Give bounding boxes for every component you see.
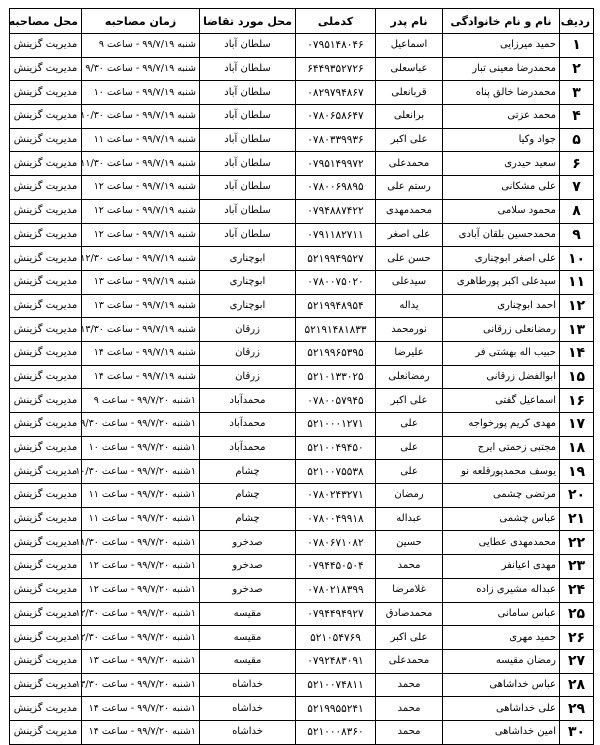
cell-interview-place: مدیریت گزینش — [10, 223, 82, 247]
cell-full-name: ابوالفضل زرقانی — [443, 365, 560, 389]
cell-interview-place: مدیریت گزینش — [10, 57, 82, 81]
cell-row-number: ۱۰ — [560, 247, 594, 271]
cell-interview-place: مدیریت گزینش — [10, 318, 82, 342]
cell-interview-place: مدیریت گزینش — [10, 460, 82, 484]
cell-national-code: ۵۲۱۰۱۳۳۰۲۵ — [296, 365, 376, 389]
cell-interview-place: مدیریت گزینش — [10, 720, 82, 744]
cell-interview-place: مدیریت گزینش — [10, 176, 82, 200]
cell-row-number: ۲۸ — [560, 673, 594, 697]
cell-interview-place: مدیریت گزینش — [10, 294, 82, 318]
cell-interview-time: ۱شنبه ۹۹/۷/۲۰ - ساعت ۹/۳۰ — [82, 413, 200, 437]
cell-father-name: عبداله — [376, 507, 443, 531]
cell-national-code: ۰۷۸۰۰۴۹۹۱۸ — [296, 507, 376, 531]
table-row — [10, 294, 594, 318]
interview-table — [9, 8, 594, 745]
cell-national-code: ۰۷۹۲۴۸۳۰۹۱ — [296, 649, 376, 673]
cell-interview-time: شنبه ۹۹/۷/۱۹ - ساعت ۱۴ — [82, 341, 200, 365]
cell-father-name: محمدعلی — [376, 649, 443, 673]
table-row — [10, 626, 594, 650]
cell-requested-place: چشام — [200, 507, 296, 531]
cell-interview-time: شنبه ۹۹/۷/۱۹ - ساعت ۹/۳۰ — [82, 57, 200, 81]
cell-full-name: مهدی کریم پورخواجه — [443, 413, 560, 437]
cell-national-code: ۵۲۱۰۰۷۴۸۱۱ — [296, 673, 376, 697]
cell-requested-place: سلطان آباد — [200, 105, 296, 129]
cell-interview-place: مدیریت گزینش — [10, 626, 82, 650]
table-row — [10, 697, 594, 721]
cell-father-name: محمد — [376, 555, 443, 579]
table-row — [10, 365, 594, 389]
cell-full-name: محمدرضا معینی تبار — [443, 57, 560, 81]
cell-national-code: ۶۴۴۹۳۵۲۷۲۶ — [296, 57, 376, 81]
table-row — [10, 105, 594, 129]
cell-row-number: ۲۳ — [560, 555, 594, 579]
table-row — [10, 57, 594, 81]
cell-interview-place: مدیریت گزینش — [10, 81, 82, 105]
cell-interview-time: ۱شنبه ۹۹/۷/۲۰ - ساعت ۱۰ — [82, 436, 200, 460]
cell-father-name: حسین — [376, 531, 443, 555]
cell-interview-place: مدیریت گزینش — [10, 341, 82, 365]
table-row — [10, 223, 594, 247]
cell-requested-place: صدخرو — [200, 531, 296, 555]
cell-national-code: ۰۷۸۰۶۵۸۶۴۷ — [296, 105, 376, 129]
cell-national-code: ۰۷۸۰۰۷۵۰۲۰ — [296, 270, 376, 294]
cell-interview-time: ۱شنبه ۹۹/۷/۲۰ - ساعت ۱۴ — [82, 697, 200, 721]
cell-father-name: رستم علی — [376, 176, 443, 200]
cell-national-code: ۵۲۱۹۹۴۹۵۲۷ — [296, 247, 376, 271]
table-row — [10, 720, 594, 744]
table-row — [10, 413, 594, 437]
table-row — [10, 507, 594, 531]
cell-row-number: ۱۸ — [560, 436, 594, 460]
cell-interview-place: مدیریت گزینش — [10, 507, 82, 531]
cell-national-code: ۵۲۱۰۰۴۹۴۵۰ — [296, 436, 376, 460]
cell-full-name: مرتضی چشمی — [443, 484, 560, 508]
cell-requested-place: محمدآباد — [200, 413, 296, 437]
cell-requested-place: سلطان آباد — [200, 199, 296, 223]
cell-interview-place: مدیریت گزینش — [10, 531, 82, 555]
table-row — [10, 578, 594, 602]
cell-interview-time: شنبه ۹۹/۷/۱۹ - ساعت ۱۱ — [82, 128, 200, 152]
cell-father-name: علی اکبر — [376, 626, 443, 650]
cell-father-name: برانعلی — [376, 105, 443, 129]
cell-national-code: ۰۷۹۴۴۵۰۵۰۴ — [296, 555, 376, 579]
cell-requested-place: صدخرو — [200, 578, 296, 602]
table-row — [10, 602, 594, 626]
cell-national-code: ۰۷۹۴۸۸۷۴۲۲ — [296, 199, 376, 223]
cell-interview-place: مدیریت گزینش — [10, 247, 82, 271]
cell-interview-place: مدیریت گزینش — [10, 128, 82, 152]
cell-national-code: ۵۲۱۹۹۴۸۹۵۴ — [296, 294, 376, 318]
cell-interview-place: مدیریت گزینش — [10, 436, 82, 460]
cell-row-number: ۲۰ — [560, 484, 594, 508]
cell-requested-place: زرقان — [200, 318, 296, 342]
cell-full-name: عبداله مشیری زاده — [443, 578, 560, 602]
cell-interview-time: شنبه ۹۹/۷/۱۹ - ساعت ۱۲ — [82, 199, 200, 223]
cell-father-name: قربانعلی — [376, 81, 443, 105]
header-national-code: کدملی — [296, 9, 376, 34]
cell-national-code: ۰۷۹۱۱۸۲۷۱۱ — [296, 223, 376, 247]
cell-requested-place: ابوچناری — [200, 270, 296, 294]
table-row — [10, 270, 594, 294]
cell-requested-place: خداشاه — [200, 720, 296, 744]
cell-national-code: ۵۲۱۹۱۴۸۱۸۳۳ — [296, 318, 376, 342]
table-row — [10, 176, 594, 200]
cell-interview-place: مدیریت گزینش — [10, 34, 82, 58]
table-row — [10, 649, 594, 673]
cell-full-name: مجتبی زحمتی ایرج — [443, 436, 560, 460]
cell-interview-time: شنبه ۹۹/۷/۱۹ - ساعت ۱۲ — [82, 223, 200, 247]
cell-national-code: ۰۷۸۰۳۳۹۹۳۶ — [296, 128, 376, 152]
table-row — [10, 318, 594, 342]
cell-interview-time: شنبه ۹۹/۷/۱۹ - ساعت ۱۴ — [82, 365, 200, 389]
cell-father-name: عباسعلی — [376, 57, 443, 81]
table-row — [10, 81, 594, 105]
interview-schedule — [9, 8, 593, 745]
cell-full-name: علی اصغر ابوچناری — [443, 247, 560, 271]
cell-interview-place: مدیریت گزینش — [10, 578, 82, 602]
header-row — [10, 9, 594, 34]
cell-father-name: محمد — [376, 673, 443, 697]
cell-full-name: محمدرضا خالق پناه — [443, 81, 560, 105]
cell-full-name: علی مشکانی — [443, 176, 560, 200]
cell-full-name: حمید مهری — [443, 626, 560, 650]
cell-row-number: ۶ — [560, 152, 594, 176]
header-father-name: نام پدر — [376, 9, 443, 34]
cell-interview-place: مدیریت گزینش — [10, 697, 82, 721]
cell-national-code: ۰۷۹۵۱۴۸۰۴۶ — [296, 34, 376, 58]
cell-interview-time: ۱شنبه ۹۹/۷/۲۰ - ساعت ۱۳ — [82, 649, 200, 673]
cell-row-number: ۱۳ — [560, 318, 594, 342]
cell-father-name: علی اصغر — [376, 223, 443, 247]
cell-interview-time: ۱شنبه ۹۹/۷/۲۰ - ساعت ۱۱/۳۰ — [82, 531, 200, 555]
cell-requested-place: چشام — [200, 460, 296, 484]
cell-row-number: ۵ — [560, 128, 594, 152]
cell-row-number: ۱۲ — [560, 294, 594, 318]
cell-father-name: علی — [376, 413, 443, 437]
cell-father-name: علی اکبر — [376, 128, 443, 152]
cell-national-code: ۰۷۸۰۰۵۷۹۴۵ — [296, 389, 376, 413]
cell-row-number: ۲۴ — [560, 578, 594, 602]
cell-requested-place: صدخرو — [200, 555, 296, 579]
cell-full-name: علی خداشاهی — [443, 697, 560, 721]
cell-national-code: ۵۲۱۹۹۶۵۳۹۵ — [296, 341, 376, 365]
cell-interview-time: شنبه ۹۹/۷/۱۹ - ساعت ۱۰/۳۰ — [82, 105, 200, 129]
cell-requested-place: محمدآباد — [200, 436, 296, 460]
cell-national-code: ۰۷۹۴۴۹۴۹۲۷ — [296, 602, 376, 626]
cell-row-number: ۹ — [560, 223, 594, 247]
cell-interview-place: مدیریت گزینش — [10, 365, 82, 389]
table-row — [10, 341, 594, 365]
header-row-number: ردیف — [560, 9, 594, 34]
table-row — [10, 555, 594, 579]
cell-full-name: محمد عزتی — [443, 105, 560, 129]
table-row — [10, 389, 594, 413]
cell-interview-place: مدیریت گزینش — [10, 152, 82, 176]
cell-row-number: ۲ — [560, 57, 594, 81]
cell-interview-place: مدیریت گزینش — [10, 555, 82, 579]
cell-interview-place: مدیریت گزینش — [10, 413, 82, 437]
cell-requested-place: مقیسه — [200, 626, 296, 650]
cell-national-code: ۰۷۸۰۲۱۸۳۹۹ — [296, 578, 376, 602]
cell-requested-place: سلطان آباد — [200, 128, 296, 152]
cell-interview-time: ۱شنبه ۹۹/۷/۲۰ - ساعت ۱۲ — [82, 555, 200, 579]
cell-father-name: محمدعلی — [376, 152, 443, 176]
cell-requested-place: زرقان — [200, 365, 296, 389]
cell-requested-place: خداشاه — [200, 697, 296, 721]
cell-row-number: ۲۱ — [560, 507, 594, 531]
cell-interview-time: ۱شنبه ۹۹/۷/۲۰ - ساعت ۱۱ — [82, 484, 200, 508]
header-interview-place: محل مصاحبه — [10, 9, 82, 34]
cell-interview-time: ۱شنبه ۹۹/۷/۲۰ - ساعت ۱۲/۳۰ — [82, 602, 200, 626]
cell-father-name: محمد — [376, 720, 443, 744]
cell-father-name: محمدصادق — [376, 602, 443, 626]
cell-full-name: محمود سلامی — [443, 199, 560, 223]
cell-national-code: ۵۲۱۰۰۰۱۲۷۱ — [296, 413, 376, 437]
cell-father-name: رمضان — [376, 484, 443, 508]
cell-row-number: ۱۹ — [560, 460, 594, 484]
cell-full-name: یوسف محمدپورقلعه نو — [443, 460, 560, 484]
table-row — [10, 436, 594, 460]
cell-father-name: علیرضا — [376, 341, 443, 365]
cell-interview-time: ۱شنبه ۹۹/۷/۲۰ - ساعت ۱۲/۳۰ — [82, 626, 200, 650]
cell-row-number: ۲۷ — [560, 649, 594, 673]
cell-interview-place: مدیریت گزینش — [10, 389, 82, 413]
cell-row-number: ۳ — [560, 81, 594, 105]
cell-interview-time: ۱شنبه ۹۹/۷/۲۰ - ساعت ۱۱ — [82, 507, 200, 531]
cell-requested-place: محمدآباد — [200, 389, 296, 413]
cell-interview-place: مدیریت گزینش — [10, 199, 82, 223]
cell-full-name: حبیب اله بهشتی فر — [443, 341, 560, 365]
cell-father-name: محمد — [376, 697, 443, 721]
cell-row-number: ۱۴ — [560, 341, 594, 365]
cell-requested-place: چشام — [200, 484, 296, 508]
cell-interview-time: شنبه ۹۹/۷/۱۹ - ساعت ۱۲/۳۰ — [82, 247, 200, 271]
cell-full-name: اسماعیل گفتی — [443, 389, 560, 413]
cell-interview-time: شنبه ۹۹/۷/۱۹ - ساعت ۱۳ — [82, 270, 200, 294]
cell-requested-place: سلطان آباد — [200, 34, 296, 58]
cell-interview-time: ۱شنبه ۹۹/۷/۲۰ - ساعت ۱۰/۳۰ — [82, 460, 200, 484]
cell-full-name: رمضانعلی زرقانی — [443, 318, 560, 342]
cell-interview-time: شنبه ۹۹/۷/۱۹ - ساعت ۱۳/۳۰ — [82, 318, 200, 342]
cell-father-name: غلامرضا — [376, 578, 443, 602]
cell-father-name: نورمحمد — [376, 318, 443, 342]
cell-interview-time: شنبه ۹۹/۷/۱۹ - ساعت ۹ — [82, 34, 200, 58]
cell-father-name: اسماعیل — [376, 34, 443, 58]
cell-full-name: محمدمهدی عطایی — [443, 531, 560, 555]
cell-requested-place: مقیسه — [200, 649, 296, 673]
table-row — [10, 531, 594, 555]
cell-father-name: علی — [376, 460, 443, 484]
cell-father-name: علی اکبر — [376, 389, 443, 413]
cell-interview-place: مدیریت گزینش — [10, 484, 82, 508]
cell-interview-place: مدیریت گزینش — [10, 649, 82, 673]
cell-row-number: ۲۵ — [560, 602, 594, 626]
header-requested-place: محل مورد تقاضا — [200, 9, 296, 34]
cell-row-number: ۲۶ — [560, 626, 594, 650]
cell-requested-place: مقیسه — [200, 602, 296, 626]
table-row — [10, 673, 594, 697]
cell-requested-place: زرقان — [200, 341, 296, 365]
cell-national-code: ۰۷۸۰۲۴۳۲۷۱ — [296, 484, 376, 508]
cell-requested-place: سلطان آباد — [200, 152, 296, 176]
cell-father-name: یداله — [376, 294, 443, 318]
cell-full-name: عباس سامانی — [443, 602, 560, 626]
cell-full-name: سیدعلی اکبر پورطاهری — [443, 270, 560, 294]
cell-interview-time: شنبه ۹۹/۷/۱۹ - ساعت ۱۳ — [82, 294, 200, 318]
cell-full-name: سعید حیدری — [443, 152, 560, 176]
cell-national-code: ۵۲۱۰۵۴۷۶۹ — [296, 626, 376, 650]
table-row — [10, 128, 594, 152]
cell-full-name: امین خداشاهی — [443, 720, 560, 744]
cell-national-code: ۰۷۸۰۰۶۹۸۹۵ — [296, 176, 376, 200]
cell-national-code: ۰۷۸۰۶۷۱۰۸۲ — [296, 531, 376, 555]
cell-row-number: ۳۰ — [560, 720, 594, 744]
cell-national-code: ۰۷۹۵۱۴۹۹۷۲ — [296, 152, 376, 176]
cell-row-number: ۲۹ — [560, 697, 594, 721]
cell-interview-time: ۱شنبه ۹۹/۷/۲۰ - ساعت ۱۲ — [82, 578, 200, 602]
cell-father-name: رمضانعلی — [376, 365, 443, 389]
cell-requested-place: ابوچناری — [200, 247, 296, 271]
header-full-name: نام و نام خانوادگی — [443, 9, 560, 34]
cell-row-number: ۱۱ — [560, 270, 594, 294]
cell-row-number: ۱۶ — [560, 389, 594, 413]
cell-interview-place: مدیریت گزینش — [10, 105, 82, 129]
cell-interview-time: شنبه ۹۹/۷/۱۹ - ساعت ۱۲ — [82, 176, 200, 200]
cell-national-code: ۵۲۱۰۰۷۵۵۳۸ — [296, 460, 376, 484]
cell-requested-place: خداشاه — [200, 673, 296, 697]
cell-requested-place: ابوچناری — [200, 294, 296, 318]
cell-full-name: رمضان مقیسه — [443, 649, 560, 673]
cell-interview-time: ۱شنبه ۹۹/۷/۲۰ - ساعت ۱۳/۳۰ — [82, 673, 200, 697]
cell-row-number: ۱۵ — [560, 365, 594, 389]
table-row — [10, 247, 594, 271]
cell-interview-time: شنبه ۹۹/۷/۱۹ - ساعت ۱۰ — [82, 81, 200, 105]
cell-row-number: ۷ — [560, 176, 594, 200]
table-row — [10, 460, 594, 484]
cell-full-name: احمد ابوچناری — [443, 294, 560, 318]
cell-full-name: عباس چشمی — [443, 507, 560, 531]
table-row — [10, 152, 594, 176]
cell-interview-time: شنبه ۹۹/۷/۱۹ - ساعت ۱۱/۳۰ — [82, 152, 200, 176]
cell-requested-place: سلطان آباد — [200, 81, 296, 105]
cell-interview-place: مدیریت گزینش — [10, 270, 82, 294]
table-row — [10, 484, 594, 508]
header-interview-time: زمان مصاحبه — [82, 9, 200, 34]
cell-row-number: ۲۲ — [560, 531, 594, 555]
cell-requested-place: سلطان آباد — [200, 223, 296, 247]
cell-full-name: محمدحسین بلقان آبادی — [443, 223, 560, 247]
cell-father-name: حسن علی — [376, 247, 443, 271]
cell-national-code: ۰۸۲۹۷۹۴۸۶۷ — [296, 81, 376, 105]
cell-father-name: سیدعلی — [376, 270, 443, 294]
cell-interview-time: ۱شنبه ۹۹/۷/۲۰ - ساعت ۹ — [82, 389, 200, 413]
cell-father-name: علی — [376, 436, 443, 460]
cell-interview-place: مدیریت گزینش — [10, 673, 82, 697]
cell-row-number: ۱ — [560, 34, 594, 58]
cell-full-name: مهدی اعیانفر — [443, 555, 560, 579]
cell-national-code: ۵۲۱۹۹۵۵۲۴۱ — [296, 697, 376, 721]
cell-row-number: ۸ — [560, 199, 594, 223]
cell-row-number: ۱۷ — [560, 413, 594, 437]
table-row — [10, 34, 594, 58]
cell-row-number: ۴ — [560, 105, 594, 129]
cell-father-name: محمدمهدی — [376, 199, 443, 223]
cell-interview-time: ۱شنبه ۹۹/۷/۲۰ - ساعت ۱۴ — [82, 720, 200, 744]
cell-full-name: حمید میرزایی — [443, 34, 560, 58]
cell-requested-place: سلطان آباد — [200, 57, 296, 81]
cell-full-name: جواد وکیا — [443, 128, 560, 152]
cell-full-name: عباس خداشاهی — [443, 673, 560, 697]
cell-interview-place: مدیریت گزینش — [10, 602, 82, 626]
cell-national-code: ۵۲۱۰۰۰۸۳۶۰ — [296, 720, 376, 744]
cell-requested-place: سلطان آباد — [200, 176, 296, 200]
table-row — [10, 199, 594, 223]
